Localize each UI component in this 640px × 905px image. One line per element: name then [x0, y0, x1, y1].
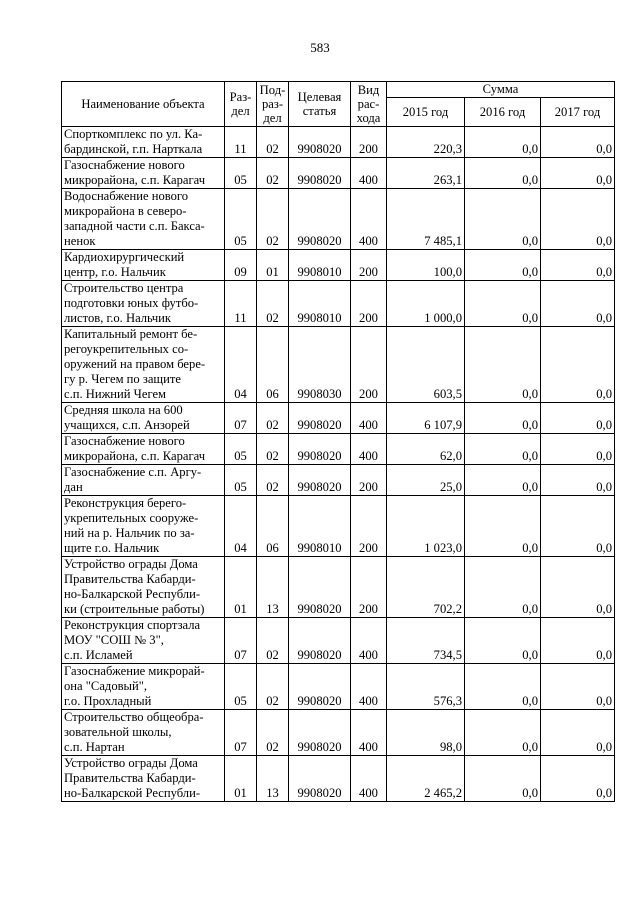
- vid-cell: 200: [351, 465, 387, 496]
- table-row: [62, 127, 615, 158]
- page-number: 583: [310, 40, 330, 55]
- header-name: Наименование объекта: [62, 82, 225, 127]
- object-name-line: Реконструкция берего-: [64, 496, 187, 510]
- sum-2015-cell: 6 107,9: [387, 403, 465, 434]
- vid-cell: 400: [351, 434, 387, 465]
- podrazdel-cell: 02: [257, 618, 289, 664]
- header-statia: Целевая статья: [289, 82, 351, 127]
- statia-cell: 9908020: [289, 618, 351, 664]
- object-name: [62, 434, 225, 465]
- object-name-line: ненок: [64, 234, 96, 248]
- razdel-cell: 07: [225, 710, 257, 756]
- header-year-2015: 2015 год: [387, 98, 465, 127]
- statia-cell: 9908020: [289, 557, 351, 618]
- razdel-cell: 01: [225, 756, 257, 802]
- podrazdel-cell: 01: [257, 250, 289, 281]
- razdel-cell: 05: [225, 158, 257, 189]
- statia-cell: 9908020: [289, 434, 351, 465]
- object-name-line: г.о. Прохладный: [64, 694, 152, 708]
- sum-2015-cell: 100,0: [387, 250, 465, 281]
- sum-2016-cell: 0,0: [465, 557, 541, 618]
- podrazdel-cell: 06: [257, 327, 289, 403]
- statia-cell: 9908010: [289, 496, 351, 557]
- object-name-line: Капитальный ремонт бе-: [64, 327, 198, 341]
- table-row: [62, 158, 615, 189]
- object-name-line: Спорткомплекс по ул. Ка-: [64, 127, 203, 141]
- object-name-line: Реконструкция спортзала: [64, 618, 201, 632]
- object-name-line: но-Балкарской Республи-: [64, 786, 201, 800]
- sum-2017-cell: 0,0: [541, 618, 615, 664]
- object-name-line: дан: [64, 480, 83, 494]
- object-name: [62, 618, 225, 664]
- table-row: [62, 434, 615, 465]
- razdel-cell: 07: [225, 618, 257, 664]
- object-name: [62, 403, 225, 434]
- vid-cell: 400: [351, 189, 387, 250]
- table-body: [62, 127, 615, 802]
- table-header: [62, 82, 615, 127]
- sum-2015-cell: 98,0: [387, 710, 465, 756]
- statia-cell: 9908020: [289, 664, 351, 710]
- table-row: [62, 465, 615, 496]
- podrazdel-cell: 13: [257, 756, 289, 802]
- object-name: [62, 557, 225, 618]
- table-row: [62, 664, 615, 710]
- object-name-line: Газоснабжение нового: [64, 158, 185, 172]
- podrazdel-cell: 06: [257, 496, 289, 557]
- razdel-cell: 05: [225, 434, 257, 465]
- statia-cell: 9908020: [289, 756, 351, 802]
- table-row: [62, 327, 615, 403]
- statia-cell: 9908010: [289, 250, 351, 281]
- object-name-line: учащихся, с.п. Анзорей: [64, 418, 190, 432]
- object-name-line: микрорайона, с.п. Карагач: [64, 449, 206, 463]
- object-name-line: ний на р. Нальчик по за-: [64, 526, 195, 540]
- vid-cell: 200: [351, 250, 387, 281]
- vid-cell: 400: [351, 664, 387, 710]
- object-name-line: с.п. Нижний Чегем: [64, 387, 167, 401]
- sum-2016-cell: 0,0: [465, 189, 541, 250]
- table-row: [62, 710, 615, 756]
- sum-2016-cell: 0,0: [465, 158, 541, 189]
- sum-2015-cell: 1 000,0: [387, 281, 465, 327]
- object-name-line: МОУ "СОШ № 3",: [64, 633, 164, 647]
- object-name: [62, 281, 225, 327]
- object-name-line: Строительство общеобра-: [64, 710, 204, 724]
- table-row: [62, 189, 615, 250]
- sum-2017-cell: 0,0: [541, 465, 615, 496]
- vid-cell: 400: [351, 710, 387, 756]
- object-name: [62, 127, 225, 158]
- sum-2017-cell: 0,0: [541, 434, 615, 465]
- object-name-line: Строительство центра: [64, 281, 184, 295]
- statia-cell: 9908020: [289, 189, 351, 250]
- vid-cell: 200: [351, 127, 387, 158]
- object-name-line: бардинской, г.п. Нарткала: [64, 142, 203, 156]
- object-name-line: с.п. Нартан: [64, 740, 125, 754]
- vid-cell: 200: [351, 327, 387, 403]
- budget-table: [61, 81, 615, 802]
- sum-2015-cell: 576,3: [387, 664, 465, 710]
- object-name-line: Газоснабжение с.п. Аргу-: [64, 465, 202, 479]
- object-name-line: Правительства Кабарди-: [64, 771, 196, 785]
- object-name-line: центр, г.о. Нальчик: [64, 265, 166, 279]
- object-name-line: ки (строительные работы): [64, 602, 205, 616]
- object-name-line: Газоснабжение микрорай-: [64, 664, 205, 678]
- table-row: [62, 756, 615, 802]
- object-name-line: западной части с.п. Баксa-: [64, 219, 205, 233]
- razdel-cell: 05: [225, 465, 257, 496]
- vid-cell: 400: [351, 618, 387, 664]
- object-name-line: Устройство ограды Дома: [64, 756, 198, 770]
- table-row: [62, 557, 615, 618]
- object-name-line: Устройство ограды Дома: [64, 557, 198, 571]
- sum-2015-cell: 734,5: [387, 618, 465, 664]
- sum-2017-cell: 0,0: [541, 158, 615, 189]
- object-name: [62, 664, 225, 710]
- object-name-line: но-Балкарской Республи-: [64, 587, 201, 601]
- vid-cell: 400: [351, 756, 387, 802]
- razdel-cell: 11: [225, 281, 257, 327]
- object-name-line: Газоснабжение нового: [64, 434, 185, 448]
- sum-2015-cell: 263,1: [387, 158, 465, 189]
- sum-2017-cell: 0,0: [541, 710, 615, 756]
- table-row: [62, 403, 615, 434]
- header-podrazdel: Под- раз- дел: [257, 82, 289, 127]
- sum-2016-cell: 0,0: [465, 403, 541, 434]
- razdel-cell: 01: [225, 557, 257, 618]
- object-name: [62, 465, 225, 496]
- vid-cell: 200: [351, 496, 387, 557]
- header-razdel: Раз- дел: [225, 82, 257, 127]
- sum-2016-cell: 0,0: [465, 327, 541, 403]
- podrazdel-cell: 02: [257, 465, 289, 496]
- razdel-cell: 04: [225, 496, 257, 557]
- vid-cell: 400: [351, 403, 387, 434]
- sum-2016-cell: 0,0: [465, 434, 541, 465]
- table-row: [62, 281, 615, 327]
- object-name-line: микрорайона в северо-: [64, 204, 187, 218]
- statia-cell: 9908030: [289, 327, 351, 403]
- sum-2016-cell: 0,0: [465, 127, 541, 158]
- razdel-cell: 05: [225, 664, 257, 710]
- object-name-line: Водоснабжение нового: [64, 189, 189, 203]
- sum-2015-cell: 2 465,2: [387, 756, 465, 802]
- object-name-line: щите г.о. Нальчик: [64, 541, 160, 555]
- razdel-cell: 07: [225, 403, 257, 434]
- sum-2016-cell: 0,0: [465, 710, 541, 756]
- object-name-line: она "Садовый",: [64, 679, 148, 693]
- sum-2017-cell: 0,0: [541, 557, 615, 618]
- sum-2015-cell: 1 023,0: [387, 496, 465, 557]
- sum-2017-cell: 0,0: [541, 189, 615, 250]
- sum-2015-cell: 25,0: [387, 465, 465, 496]
- object-name-line: регоукрепительных со-: [64, 342, 189, 356]
- sum-2015-cell: 7 485,1: [387, 189, 465, 250]
- header-vid: Вид рас- хода: [351, 82, 387, 127]
- razdel-cell: 05: [225, 189, 257, 250]
- sum-2016-cell: 0,0: [465, 465, 541, 496]
- object-name-line: зовательной школы,: [64, 725, 172, 739]
- podrazdel-cell: 02: [257, 664, 289, 710]
- object-name-line: подготовки юных футбо-: [64, 296, 199, 310]
- statia-cell: 9908020: [289, 127, 351, 158]
- header-summa: Сумма: [387, 82, 615, 98]
- podrazdel-cell: 02: [257, 403, 289, 434]
- sum-2017-cell: 0,0: [541, 403, 615, 434]
- object-name-line: гу р. Чегем по защите: [64, 372, 181, 386]
- header-year-2017: 2017 год: [541, 98, 615, 127]
- razdel-cell: 11: [225, 127, 257, 158]
- object-name: [62, 710, 225, 756]
- object-name-line: микрорайона, с.п. Карагач: [64, 173, 206, 187]
- table-row: [62, 496, 615, 557]
- header-year-2016: 2016 год: [465, 98, 541, 127]
- object-name: [62, 327, 225, 403]
- statia-cell: 9908020: [289, 465, 351, 496]
- sum-2016-cell: 0,0: [465, 756, 541, 802]
- table-row: [62, 250, 615, 281]
- vid-cell: 200: [351, 281, 387, 327]
- object-name: [62, 189, 225, 250]
- podrazdel-cell: 02: [257, 710, 289, 756]
- object-name-line: укрепительных сооруже-: [64, 511, 199, 525]
- podrazdel-cell: 02: [257, 434, 289, 465]
- statia-cell: 9908020: [289, 158, 351, 189]
- object-name-line: с.п. Исламей: [64, 648, 133, 662]
- sum-2017-cell: 0,0: [541, 664, 615, 710]
- podrazdel-cell: 02: [257, 127, 289, 158]
- podrazdel-cell: 02: [257, 281, 289, 327]
- sum-2015-cell: 603,5: [387, 327, 465, 403]
- sum-2015-cell: 702,2: [387, 557, 465, 618]
- object-name-line: Кардиохирургический: [64, 250, 185, 264]
- object-name-line: Средняя школа на 600: [64, 403, 183, 417]
- object-name: [62, 756, 225, 802]
- vid-cell: 200: [351, 557, 387, 618]
- object-name: [62, 158, 225, 189]
- sum-2017-cell: 0,0: [541, 756, 615, 802]
- sum-2016-cell: 0,0: [465, 618, 541, 664]
- podrazdel-cell: 13: [257, 557, 289, 618]
- sum-2017-cell: 0,0: [541, 496, 615, 557]
- object-name: [62, 496, 225, 557]
- object-name: [62, 250, 225, 281]
- razdel-cell: 09: [225, 250, 257, 281]
- sum-2016-cell: 0,0: [465, 250, 541, 281]
- object-name-line: листов, г.о. Нальчик: [64, 311, 172, 325]
- statia-cell: 9908010: [289, 281, 351, 327]
- object-name-line: Правительства Кабарди-: [64, 572, 196, 586]
- statia-cell: 9908020: [289, 403, 351, 434]
- sum-2015-cell: 62,0: [387, 434, 465, 465]
- podrazdel-cell: 02: [257, 158, 289, 189]
- razdel-cell: 04: [225, 327, 257, 403]
- sum-2016-cell: 0,0: [465, 281, 541, 327]
- sum-2017-cell: 0,0: [541, 127, 615, 158]
- object-name-line: оружений на правом бере-: [64, 357, 206, 371]
- sum-2017-cell: 0,0: [541, 327, 615, 403]
- sum-2016-cell: 0,0: [465, 496, 541, 557]
- sum-2016-cell: 0,0: [465, 664, 541, 710]
- sum-2017-cell: 0,0: [541, 281, 615, 327]
- table-row: [62, 618, 615, 664]
- statia-cell: 9908020: [289, 710, 351, 756]
- vid-cell: 400: [351, 158, 387, 189]
- sum-2015-cell: 220,3: [387, 127, 465, 158]
- podrazdel-cell: 02: [257, 189, 289, 250]
- sum-2017-cell: 0,0: [541, 250, 615, 281]
